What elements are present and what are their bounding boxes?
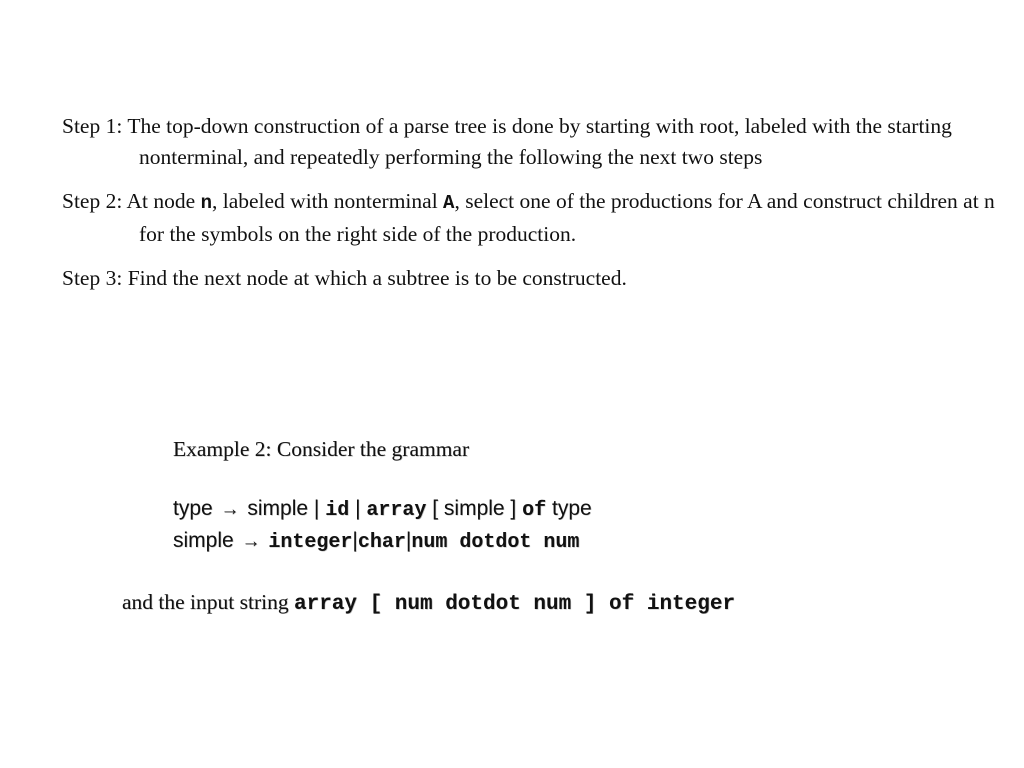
step-1-text: The top-down construction of a parse tree is done by starting with root, labeled with the starting nonterminal, and repeatedly performing the following the next two steps — [127, 114, 952, 169]
rule-1-of: of — [522, 499, 547, 522]
arrow-icon: → — [241, 531, 261, 552]
rule-1-lhs: type — [173, 497, 213, 520]
rule-2-num-dotdot-num: num dotdot num — [411, 531, 580, 554]
step-2-text-c: , select one of the productions for A and construct children at n for the symbols on the right side of the production. — [139, 189, 995, 246]
step-1 — [62, 111, 1012, 173]
grammar-rule-simple — [173, 526, 592, 558]
input-string-line — [122, 587, 735, 620]
rule-2-sep-1: | — [352, 529, 358, 552]
rule-1-bracket: [ simple ] — [432, 497, 517, 520]
rule-1-alt-simple: simple | — [247, 497, 320, 520]
step-2-text-a: At node — [126, 189, 196, 213]
step-2 — [62, 186, 1012, 250]
grammar-rule-type — [173, 494, 592, 526]
step-2-text-b: , labeled with nonterminal — [211, 189, 438, 213]
arrow-icon: → — [220, 499, 240, 520]
rule-2-sep-2: | — [405, 529, 412, 552]
node-symbol: n — [200, 192, 212, 214]
rule-2-lhs: simple — [173, 529, 234, 552]
rule-1-sep: | — [355, 497, 361, 520]
grammar-block — [173, 494, 592, 558]
rule-1-id: id — [325, 499, 350, 522]
rule-2-integer: integer — [268, 531, 353, 554]
input-string: array [ num dotdot num ] of integer — [293, 593, 736, 616]
nonterminal-symbol: A — [443, 192, 455, 214]
steps-section — [62, 111, 1012, 307]
example-heading: Example 2: Consider the grammar — [173, 437, 470, 461]
step-2-label: Step 2: — [62, 189, 123, 213]
step-3 — [62, 263, 1012, 294]
input-prefix: and the input string — [122, 590, 289, 614]
step-1-label: Step 1: — [62, 114, 123, 138]
step-3-text: Find the next node at which a subtree is to be constructed. — [127, 266, 627, 290]
rule-2-char: char — [357, 531, 406, 554]
rule-1-array: array — [366, 499, 427, 522]
rule-1-tail: type — [551, 497, 592, 520]
step-3-label: Step 3: — [62, 266, 123, 290]
